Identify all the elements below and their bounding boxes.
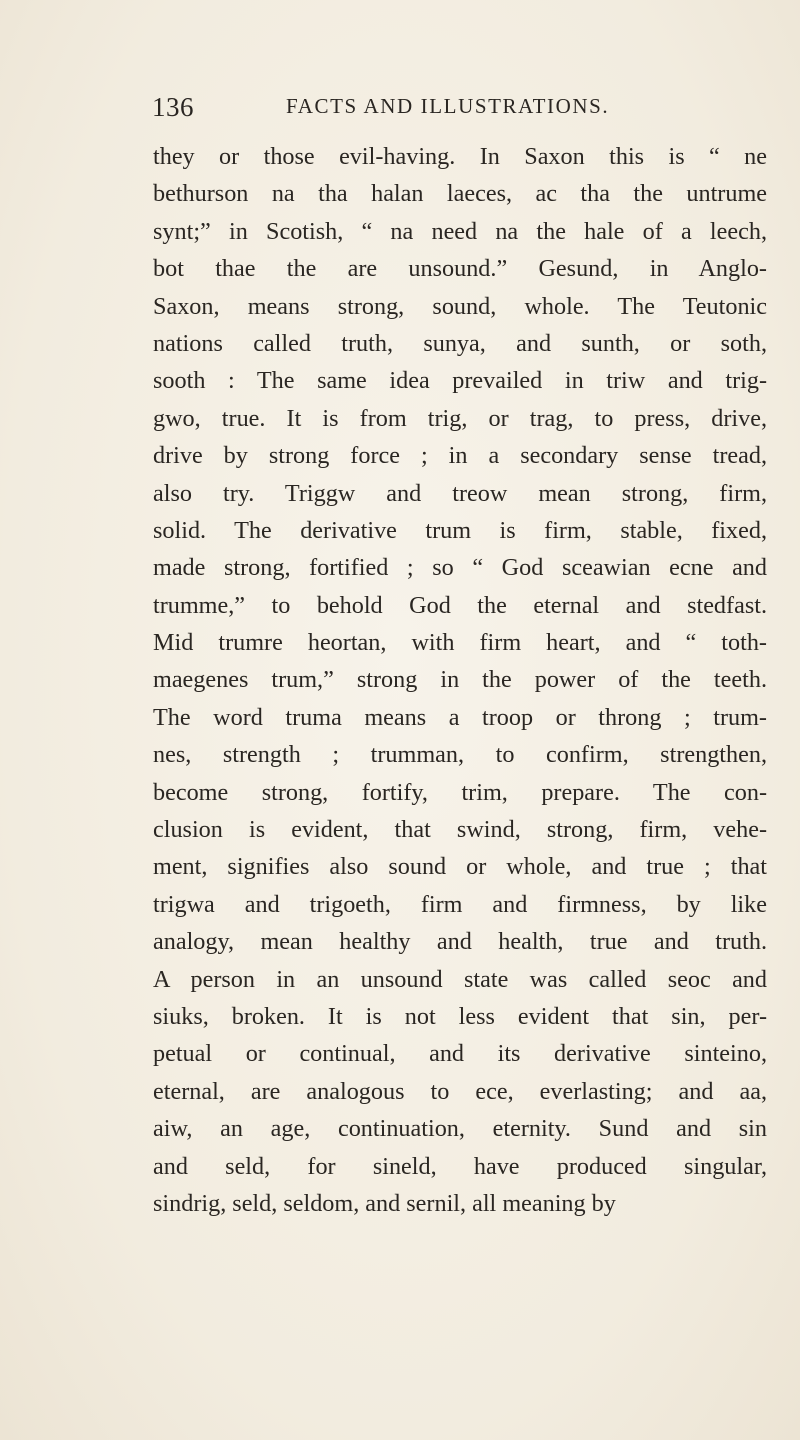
text-line: bethurson na tha halan laeces, ac tha the untrume — [153, 180, 767, 208]
text-line: gwo, true. It is from trig, or trag, to press, drive, — [153, 404, 767, 432]
text-line: become strong, fortify, trim, prepare. The con- — [153, 778, 767, 806]
text-line: eternal, are analogous to ece, everlasting; and aa, — [153, 1077, 767, 1105]
text-line: The word truma means a troop or throng ; trum- — [153, 703, 767, 731]
text-line: solid. The derivative trum is firm, stable, fixed, — [153, 516, 767, 544]
text-line: drive by strong force ; in a secondary sense tread, — [153, 442, 767, 470]
text-line: sooth : The same idea prevailed in triw and trig- — [153, 367, 767, 395]
text-line: synt;” in Scotish, “ na need na the hale of a leech, — [153, 217, 767, 245]
text-line: aiw, an age, continuation, eternity. Sund and sin — [153, 1115, 767, 1143]
text-line: ment, signifies also sound or whole, and true ; that — [153, 853, 767, 881]
text-line: also try. Triggw and treow mean strong, firm, — [153, 479, 767, 507]
text-line: nes, strength ; trumman, to confirm, strengthen, — [153, 741, 767, 769]
text-line: A person in an unsound state was called seoc and — [153, 965, 767, 993]
text-line: and seld, for sineld, have produced singular, — [153, 1152, 767, 1180]
text-line: analogy, mean healthy and health, true and truth. — [153, 928, 767, 956]
text-line: clusion is evident, that swind, strong, firm, vehe- — [153, 816, 767, 844]
text-line: trigwa and trigoeth, firm and firmness, by like — [153, 890, 767, 918]
page-number: 136 — [152, 92, 194, 122]
text-line: trumme,” to behold God the eternal and stedfast. — [153, 591, 767, 619]
text-line: bot thae the are unsound.” Gesund, in Anglo- — [153, 255, 767, 283]
text-line: petual or continual, and its derivative sinteino, — [153, 1040, 767, 1068]
running-title: FACTS AND ILLUSTRATIONS. — [286, 94, 610, 118]
text-line: Saxon, means strong, sound, whole. The Teutonic — [153, 292, 767, 320]
text-line: nations called truth, sunya, and sunth, or soth, — [153, 329, 767, 357]
text-line: sindrig, seld, seldom, and sernil, all meaning by — [153, 1189, 616, 1217]
text-line: siuks, broken. It is not less evident that sin, per- — [153, 1002, 767, 1030]
text-line: they or those evil-having. In Saxon this is “ ne — [153, 143, 767, 170]
text-line: Mid trumre heortan, with firm heart, and “ toth- — [153, 629, 767, 657]
body-text — [153, 138, 767, 1222]
text-line: maegenes trum,” strong in the power of the teeth. — [153, 666, 767, 694]
page-header — [0, 92, 800, 126]
text-line: made strong, fortified ; so “ God sceawian ecne and — [153, 554, 767, 582]
